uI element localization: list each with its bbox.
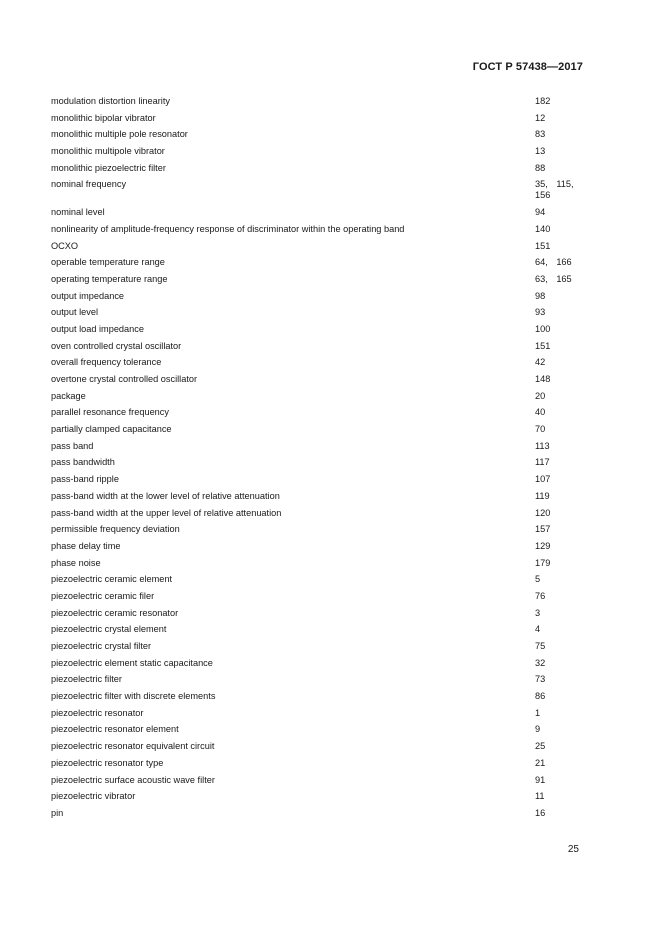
index-entry [51, 291, 591, 302]
index-page-refs: 63, 165 [535, 273, 572, 284]
index-page-refs: 179 [535, 557, 551, 568]
index-term: piezoelectric ceramic filer [51, 590, 155, 601]
index-page-refs: 9 [535, 724, 541, 735]
index-entry [51, 474, 591, 485]
index-entry [51, 307, 591, 318]
index-page-refs: 1 [535, 707, 541, 718]
index-page-refs: 64, 166 [535, 257, 572, 268]
index-page-refs: 5 [535, 574, 541, 585]
index-term: overtone crystal controlled oscillator [51, 374, 198, 384]
index-entry [51, 179, 591, 201]
index-term: piezoelectric ceramic element [51, 574, 173, 585]
index-entry [51, 257, 591, 268]
index-entry [51, 808, 591, 819]
index-entry [51, 524, 591, 535]
document-header: ГОСТ Р 57438—2017 [472, 61, 583, 73]
index-term: piezoelectric ceramic resonator [51, 607, 179, 618]
index-entry [51, 508, 591, 519]
index-entry [51, 608, 591, 619]
index-page-refs: 120 [535, 507, 551, 518]
index-entry [51, 96, 591, 107]
index-page-refs: 157 [535, 524, 551, 535]
index-entry [51, 224, 591, 235]
index-term: modulation distortion linearity [51, 96, 170, 106]
index-entry [51, 741, 591, 752]
index-entry [51, 791, 591, 802]
index-entry [51, 641, 591, 652]
index-page-refs: 20 [535, 390, 546, 401]
index-page-refs: 91 [535, 774, 546, 785]
index-entry [51, 724, 591, 735]
index-term: pin [51, 807, 64, 818]
index-term: parallel resonance frequency [51, 407, 169, 418]
index-page-refs: 42 [535, 357, 546, 368]
index-term: monolithic multiple pole resonator [51, 129, 188, 140]
index-page-refs: 13 [535, 146, 546, 157]
index-page-refs: 117 [535, 457, 550, 468]
index-term: nominal frequency [51, 179, 127, 190]
index-entry [51, 574, 591, 585]
index-page-refs: 4 [535, 624, 541, 635]
page-number: 25 [567, 844, 579, 855]
index-page-refs: 25 [535, 741, 546, 752]
index-entry [51, 674, 591, 685]
index-page-refs: 73 [535, 674, 546, 685]
index-entry [51, 708, 591, 719]
index-page-refs: 32 [535, 657, 546, 668]
index-entry [51, 241, 591, 252]
index-page-refs: 70 [535, 424, 546, 435]
index-entry [51, 541, 591, 552]
index-page-refs: 40 [535, 407, 546, 418]
index-term: operable temperature range [51, 257, 165, 268]
index-term: piezoelectric resonator element [51, 724, 179, 735]
index-page-refs: 129 [535, 540, 551, 551]
index-entry [51, 441, 591, 452]
index-page-refs: 35, 115, 156 [535, 179, 574, 201]
index-term: nominal level [51, 207, 105, 218]
index-term: pass-band width at the lower level of relative attenuation [51, 490, 280, 501]
index-page-refs: 21 [535, 757, 546, 768]
index-entry [51, 691, 591, 702]
index-page-refs: 88 [535, 162, 546, 173]
index-term: piezoelectric crystal filter [51, 641, 152, 651]
index-entry [51, 341, 591, 352]
index-page-refs: 140 [535, 223, 551, 234]
index-term: monolithic piezoelectric filter [51, 162, 166, 173]
index-term: piezoelectric filter [51, 674, 122, 685]
index-page-refs: 16 [535, 807, 546, 818]
index-term: piezoelectric vibrator [51, 791, 136, 802]
index-term: nonlinearity of amplitude-frequency response of discriminator within the operating band [51, 223, 405, 234]
index-entry [51, 407, 591, 418]
index-entry [51, 424, 591, 435]
index-term: permissible frequency deviation [51, 524, 180, 535]
index-page-refs: 11 [535, 791, 545, 802]
index-entry [51, 591, 591, 602]
index-term: output impedance [51, 290, 125, 301]
term-index [51, 96, 591, 825]
index-term: pass bandwidth [51, 457, 115, 468]
index-entry [51, 357, 591, 368]
index-entry [51, 113, 591, 124]
index-term: piezoelectric resonator equivalent circuit [51, 741, 215, 752]
index-entry [51, 274, 591, 285]
index-term: piezoelectric surface acoustic wave filter [51, 774, 215, 785]
index-entry [51, 207, 591, 218]
index-entry [51, 374, 591, 385]
index-entry [51, 624, 591, 635]
index-page-refs: 86 [535, 691, 546, 702]
index-entry [51, 391, 591, 402]
index-term: piezoelectric element static capacitance [51, 657, 213, 668]
index-term: piezoelectric resonator [51, 707, 144, 718]
index-page-refs: 12 [535, 112, 546, 123]
index-entry [51, 558, 591, 569]
index-term: piezoelectric resonator type [51, 757, 164, 768]
index-term: output load impedance [51, 323, 144, 334]
index-page-refs: 113 [535, 440, 550, 451]
index-page-refs: 93 [535, 307, 546, 318]
index-page-refs: 76 [535, 590, 546, 601]
index-entry [51, 775, 591, 786]
index-page-refs: 148 [535, 374, 551, 384]
index-entry [51, 163, 591, 174]
index-page-refs: 151 [535, 340, 551, 351]
index-term: piezoelectric crystal element [51, 624, 167, 635]
index-entry [51, 129, 591, 140]
index-page-refs: 83 [535, 129, 546, 140]
index-term: monolithic bipolar vibrator [51, 112, 156, 123]
index-page-refs: 151 [535, 240, 551, 251]
index-term: phase noise [51, 557, 101, 568]
index-page-refs: 182 [535, 96, 551, 106]
index-page-refs: 98 [535, 290, 546, 301]
index-page-refs: 94 [535, 207, 546, 218]
index-entry [51, 457, 591, 468]
index-term: oven controlled crystal oscillator [51, 340, 182, 351]
index-term: package [51, 390, 86, 401]
index-term: OCXO [51, 240, 79, 251]
index-entry [51, 146, 591, 157]
index-entry [51, 491, 591, 502]
index-term: pass band [51, 440, 94, 451]
index-page-refs: 107 [535, 474, 551, 485]
index-entry [51, 658, 591, 669]
index-page-refs: 100 [535, 323, 551, 334]
index-term: pass-band ripple [51, 474, 119, 485]
index-term: overall frequency tolerance [51, 357, 162, 368]
index-page-refs: 75 [535, 641, 546, 651]
index-term: monolithic multipole vibrator [51, 146, 165, 157]
index-term: phase delay time [51, 540, 121, 551]
index-entry [51, 324, 591, 335]
index-entry [51, 758, 591, 769]
index-term: partially clamped capacitance [51, 424, 172, 435]
index-page-refs: 3 [535, 607, 541, 618]
index-page-refs: 119 [535, 490, 550, 501]
index-term: piezoelectric filter with discrete elements [51, 691, 216, 702]
index-term: operating temperature range [51, 273, 168, 284]
index-term: output level [51, 307, 98, 318]
index-term: pass-band width at the upper level of relative attenuation [51, 507, 282, 518]
